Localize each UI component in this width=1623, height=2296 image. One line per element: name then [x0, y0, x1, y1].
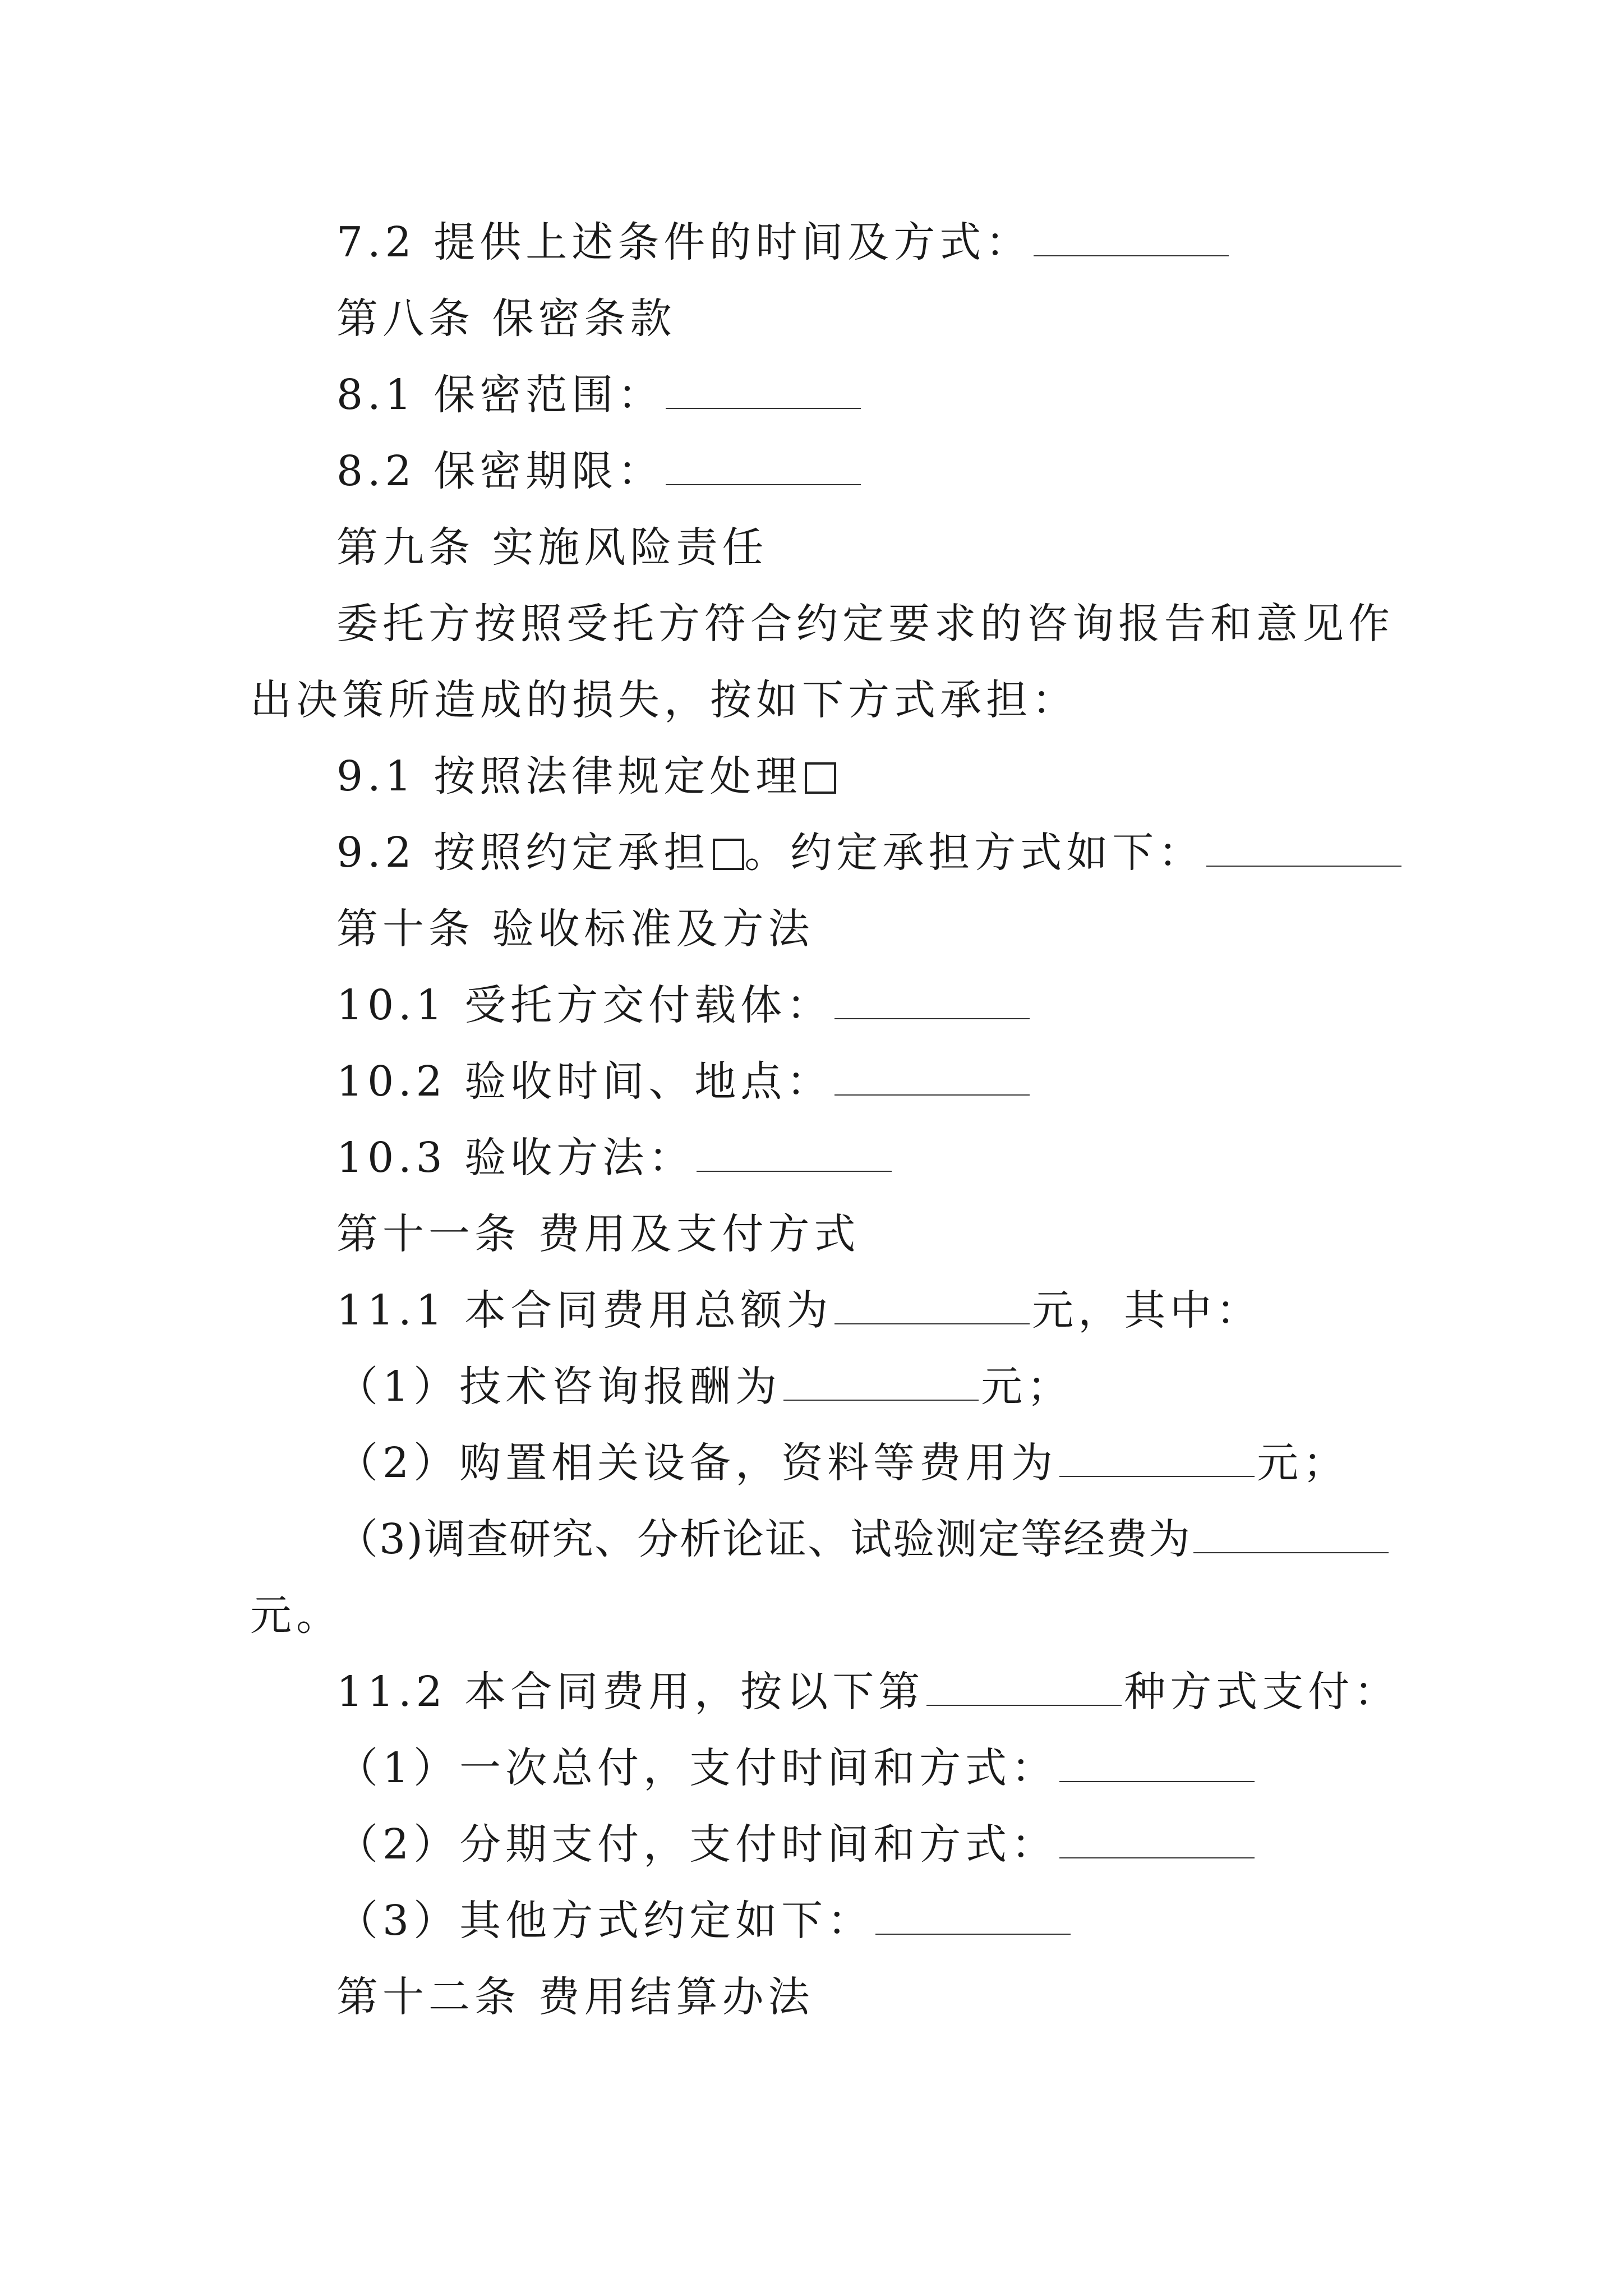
clause-text: 。约定承担方式如下：	[744, 829, 1205, 877]
clause-11-2	[336, 1665, 1400, 1719]
blank-field[interactable]	[1059, 1820, 1255, 1858]
clause-7-2	[336, 215, 1231, 269]
clause-11-1-item-3	[336, 1512, 1391, 1566]
clause-11-1	[336, 1283, 1262, 1337]
clause-text: 元；	[981, 1363, 1073, 1411]
clause-text: 11.1 本合同费用总额为	[336, 1286, 833, 1335]
clause-text: 11.2 本合同费用，按以下第	[336, 1668, 925, 1716]
clause-text: 9.2 按照约定承担	[336, 829, 710, 877]
paragraph-line	[250, 673, 1078, 727]
blank-field[interactable]	[926, 1668, 1122, 1706]
clause-text: 9.1 按照法律规定处理	[336, 752, 802, 800]
clause-8-2	[336, 444, 863, 498]
clause-text: 种方式支付：	[1124, 1668, 1400, 1716]
article-10-heading	[336, 902, 814, 956]
clause-text: 8.1 保密范围：	[336, 371, 664, 419]
heading-text: 第九条 实施风险责任	[336, 523, 768, 572]
blank-field[interactable]	[834, 1286, 1030, 1324]
clause-text: 元，其中：	[1032, 1286, 1262, 1335]
clause-text: （3）其他方式约定如下：	[336, 1897, 874, 1945]
clause-text: （2）分期支付，支付时间和方式：	[336, 1820, 1058, 1869]
paragraph-text: 委托方按照受托方符合约定要求的咨询报告和意见作	[336, 600, 1394, 648]
clause-9-2	[336, 826, 1404, 880]
clause-text: 7.2 提供上述条件的时间及方式：	[336, 218, 1032, 266]
clause-text: （1）一次总付，支付时间和方式：	[336, 1744, 1058, 1792]
clause-text: 8.2 保密期限：	[336, 447, 664, 495]
clause-11-2-item-1	[336, 1741, 1257, 1795]
blank-field[interactable]	[1193, 1515, 1389, 1553]
clause-text: （3)调查研究、分析论证、试验测定等经费为	[336, 1515, 1191, 1563]
clause-text: 10.2 验收时间、地点：	[336, 1057, 833, 1106]
clause-11-2-item-3	[336, 1894, 1073, 1948]
blank-field[interactable]	[666, 447, 861, 485]
clause-10-3	[336, 1131, 894, 1185]
blank-field[interactable]	[834, 981, 1030, 1019]
paragraph-text: 出决策所造成的损失，按如下方式承担：	[250, 676, 1078, 724]
article-12-heading	[336, 1970, 814, 2024]
clause-11-1-item-1	[336, 1360, 1073, 1414]
heading-text: 第十一条 费用及支付方式	[336, 1210, 860, 1258]
paragraph-line	[250, 1589, 342, 1642]
clause-text: 10.1 受托方交付载体：	[336, 981, 833, 1029]
blank-field[interactable]	[1206, 829, 1401, 867]
paragraph-text: 元。	[250, 1591, 342, 1640]
clause-10-2	[336, 1055, 1032, 1108]
article-11-heading	[336, 1207, 860, 1261]
blank-field[interactable]	[1034, 218, 1229, 256]
heading-text: 第八条 保密条款	[336, 295, 676, 343]
clause-text: （2）购置相关设备，资料等费用为	[336, 1439, 1058, 1487]
clause-9-1	[336, 749, 836, 803]
heading-text: 第十条 验收标准及方法	[336, 905, 814, 953]
clause-text: 元；	[1257, 1439, 1349, 1487]
article-8-heading	[336, 292, 676, 346]
blank-field[interactable]	[783, 1363, 979, 1401]
blank-field[interactable]	[834, 1057, 1030, 1096]
clause-8-1	[336, 368, 863, 422]
clause-text: （1）技术咨询报酬为	[336, 1363, 782, 1411]
article-9-heading	[336, 521, 768, 574]
clause-11-2-item-2	[336, 1818, 1257, 1871]
checkbox[interactable]	[713, 839, 744, 870]
checkbox[interactable]	[805, 762, 836, 794]
blank-field[interactable]	[1059, 1744, 1255, 1782]
blank-field[interactable]	[1059, 1439, 1255, 1477]
blank-field[interactable]	[666, 371, 861, 409]
heading-text: 第十二条 费用结算办法	[336, 1973, 814, 2021]
clause-text: 10.3 验收方法：	[336, 1134, 695, 1182]
paragraph-line	[336, 597, 1394, 651]
clause-10-1	[336, 978, 1032, 1032]
blank-field[interactable]	[697, 1134, 892, 1172]
blank-field[interactable]	[875, 1897, 1071, 1935]
clause-11-1-item-2	[336, 1436, 1349, 1490]
